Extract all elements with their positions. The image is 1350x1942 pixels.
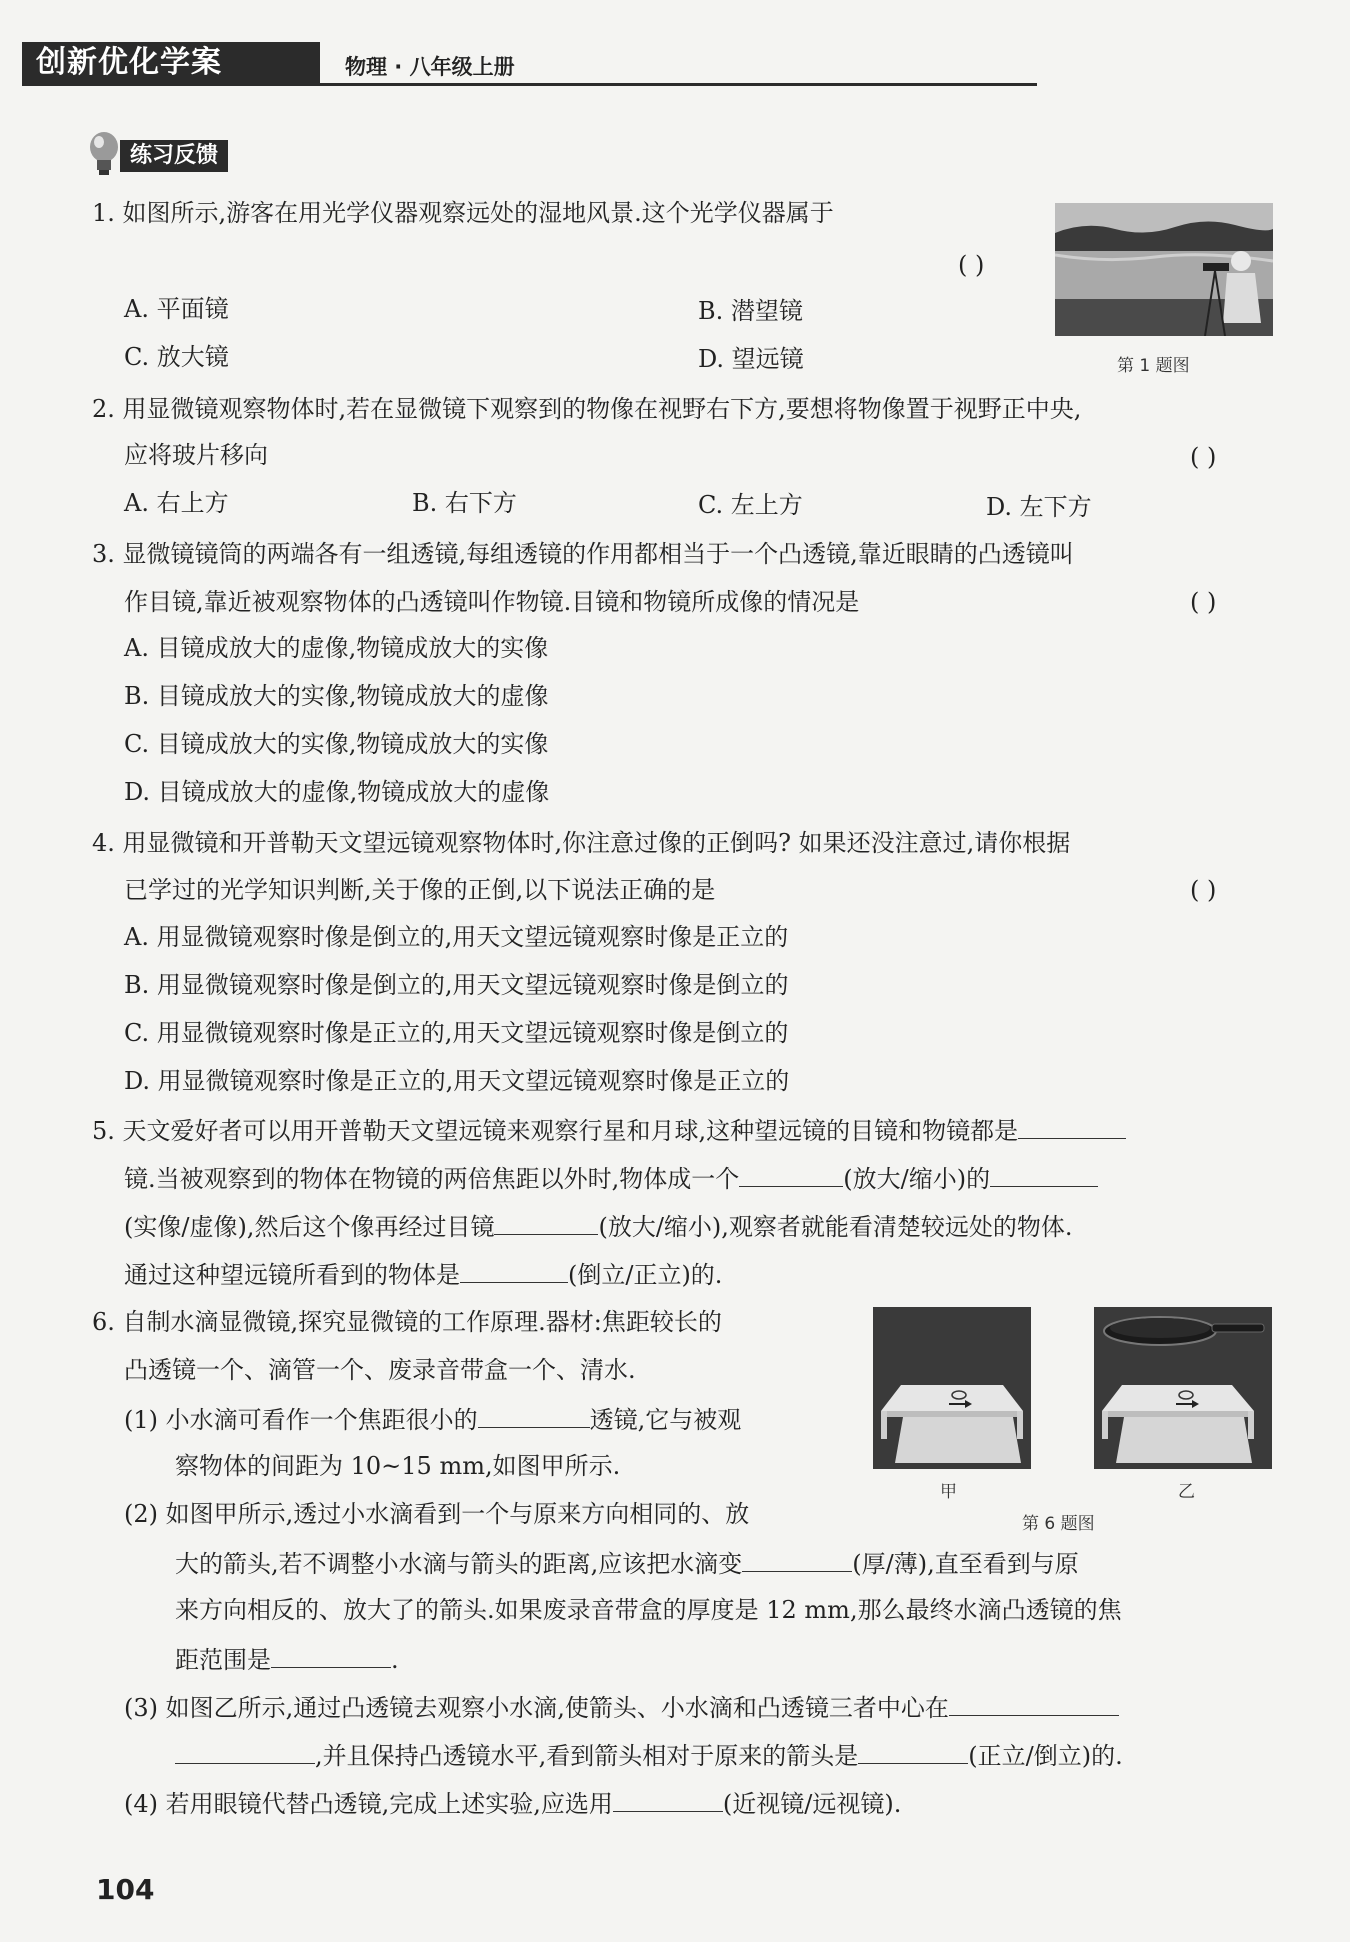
q3-answer-paren: ( ): [1190, 588, 1217, 616]
q4-option-a: A. 用显微镜观察时像是倒立的,用天文望远镜观察时像是正立的: [124, 923, 789, 951]
q5-line4: [124, 1256, 722, 1292]
q5-text-4b: (倒立/正立)的.: [568, 1261, 723, 1289]
q3-option-d: D. 目镜成放大的虚像,物镜成放大的虚像: [124, 778, 550, 806]
q6-blank-2[interactable]: [742, 1545, 852, 1572]
q2-line1: 2. 用显微镜观察物体时,若在显微镜下观察到的物像在视野右下方,要想将物像置于视野正中央,: [92, 395, 1082, 423]
q1-option-a: A. 平面镜: [124, 295, 229, 323]
q6-part3-line2: [175, 1737, 1123, 1773]
figure-6-jia-label: 甲: [940, 1482, 957, 1502]
q4-option-c: C. 用显微镜观察时像是正立的,用天文望远镜观察时像是倒立的: [124, 1019, 789, 1047]
q5-text-2a: 镜.当被观察到的物体在物镜的两倍焦距以外时,物体成一个: [124, 1165, 740, 1193]
figure-6-caption: 第 6 题图: [1022, 1514, 1095, 1534]
q6-blank-4[interactable]: [949, 1689, 1119, 1716]
q1-option-c: C. 放大镜: [124, 343, 229, 371]
q5-blank-2[interactable]: [739, 1160, 843, 1187]
q1-option-b: B. 潜望镜: [698, 297, 803, 325]
q6-p1-text-a: (1) 小水滴可看作一个焦距很小的: [124, 1406, 478, 1434]
q6-blank-6[interactable]: [858, 1737, 968, 1764]
q4-line2: 已学过的光学知识判断,关于像的正倒,以下说法正确的是: [124, 876, 716, 904]
figure-6-yi-label: 乙: [1178, 1482, 1195, 1502]
q6-line1: 6. 自制水滴显微镜,探究显微镜的工作原理.器材:焦距较长的: [92, 1308, 722, 1336]
q6-blank-3[interactable]: [271, 1641, 391, 1668]
q5-line1: [92, 1112, 1126, 1148]
q2-option-a: A. 右上方: [124, 489, 229, 517]
q5-blank-3[interactable]: [990, 1160, 1098, 1187]
figure-6-jia: [873, 1307, 1031, 1469]
q6-p2-text-d1: 距范围是: [175, 1646, 271, 1674]
figure-6-yi: [1094, 1307, 1272, 1469]
q6-blank-7[interactable]: [613, 1785, 723, 1812]
book-title: 创新优化学案: [36, 45, 222, 80]
figure-1-photo: [1055, 203, 1273, 336]
page-number: 104: [96, 1873, 155, 1906]
q6-line2: 凸透镜一个、滴管一个、废录音带盒一个、清水.: [124, 1356, 636, 1384]
q6-blank-5[interactable]: [175, 1737, 315, 1764]
q1-answer-paren: ( ): [958, 251, 985, 279]
q6-p3-text-b1: ,并且保持凸透镜水平,看到箭头相对于原来的箭头是: [315, 1742, 859, 1770]
q6-blank-1[interactable]: [478, 1401, 590, 1428]
q2-answer-paren: ( ): [1190, 443, 1217, 471]
q3-option-c: C. 目镜成放大的实像,物镜成放大的实像: [124, 730, 549, 758]
q6-p2-text-b2: (厚/薄),直至看到与原: [852, 1550, 1079, 1578]
q5-text-4a: 通过这种望远镜所看到的物体是: [124, 1261, 460, 1289]
q4-option-b: B. 用显微镜观察时像是倒立的,用天文望远镜观察时像是倒立的: [124, 971, 789, 999]
q2-line2: 应将玻片移向: [124, 441, 268, 469]
q6-p4-text-a: (4) 若用眼镜代替凸透镜,完成上述实验,应选用: [124, 1790, 613, 1818]
q5-line2: [124, 1160, 1098, 1196]
q5-blank-5[interactable]: [460, 1256, 568, 1283]
q6-part1-line1: [124, 1401, 741, 1437]
q2-option-c: C. 左上方: [698, 491, 803, 519]
q5-text-1: 5. 天文爱好者可以用开普勒天文望远镜来观察行星和月球,这种望远镜的目镜和物镜都是: [92, 1117, 1019, 1145]
q6-part2-line4: [175, 1641, 399, 1677]
q2-option-b: B. 右下方: [412, 489, 517, 517]
figure-1-caption: 第 1 题图: [1117, 356, 1190, 376]
q2-option-d: D. 左下方: [986, 493, 1092, 521]
subject-label: 物理 · 八年级上册: [345, 55, 515, 79]
lightbulb-icon: [86, 130, 122, 178]
q6-part2-line3: 来方向相反的、放大了的箭头.如果废录音带盒的厚度是 12 mm,那么最终水滴凸透镜的焦: [175, 1596, 1122, 1624]
q6-p2-text-d2: .: [391, 1646, 399, 1674]
q1-stem: 1. 如图所示,游客在用光学仪器观察远处的湿地风景.这个光学仪器属于: [92, 199, 834, 227]
header-rule: [22, 83, 1037, 86]
q6-part3-line1: [124, 1689, 1119, 1725]
q6-p3-text-a: (3) 如图乙所示,通过凸透镜去观察小水滴,使箭头、小水滴和凸透镜三者中心在: [124, 1694, 949, 1722]
q4-answer-paren: ( ): [1190, 876, 1217, 904]
q6-p3-text-b2: (正立/倒立)的.: [968, 1742, 1123, 1770]
q3-option-a: A. 目镜成放大的虚像,物镜成放大的实像: [124, 634, 549, 662]
q1-option-d: D. 望远镜: [698, 345, 804, 373]
q5-line3: [124, 1208, 1073, 1244]
q3-line1: 3. 显微镜镜筒的两端各有一组透镜,每组透镜的作用都相当于一个凸透镜,靠近眼睛的凸透镜叫: [92, 540, 1074, 568]
q4-line1: 4. 用显微镜和开普勒天文望远镜观察物体时,你注意过像的正倒吗? 如果还没注意过,请你根据: [92, 829, 1071, 857]
q5-text-3b: (放大/缩小),观察者就能看清楚较远处的物体.: [598, 1213, 1073, 1241]
q6-part4-line1: [124, 1785, 901, 1821]
q6-part2-line1: (2) 如图甲所示,透过小水滴看到一个与原来方向相同的、放: [124, 1500, 750, 1528]
q4-option-d: D. 用显微镜观察时像是正立的,用天文望远镜观察时像是正立的: [124, 1067, 790, 1095]
section-title: 练习反馈: [120, 140, 228, 172]
q5-text-3a: (实像/虚像),然后这个像再经过目镜: [124, 1213, 495, 1241]
q3-option-b: B. 目镜成放大的实像,物镜成放大的虚像: [124, 682, 549, 710]
q6-p2-text-b1: 大的箭头,若不调整小水滴与箭头的距离,应该把水滴变: [175, 1550, 743, 1578]
q6-p4-text-b: (近视镜/远视镜).: [722, 1790, 902, 1818]
q5-text-2b: (放大/缩小)的: [843, 1165, 991, 1193]
q3-line2: 作目镜,靠近被观察物体的凸透镜叫作物镜.目镜和物镜所成像的情况是: [124, 588, 860, 616]
q6-p1-text-b: 透镜,它与被观: [589, 1406, 742, 1434]
q6-part1-line2: 察物体的间距为 10~15 mm,如图甲所示.: [175, 1452, 621, 1480]
q5-blank-1[interactable]: [1018, 1112, 1126, 1139]
q5-blank-4[interactable]: [494, 1208, 598, 1235]
q6-part2-line2: [175, 1545, 1079, 1581]
